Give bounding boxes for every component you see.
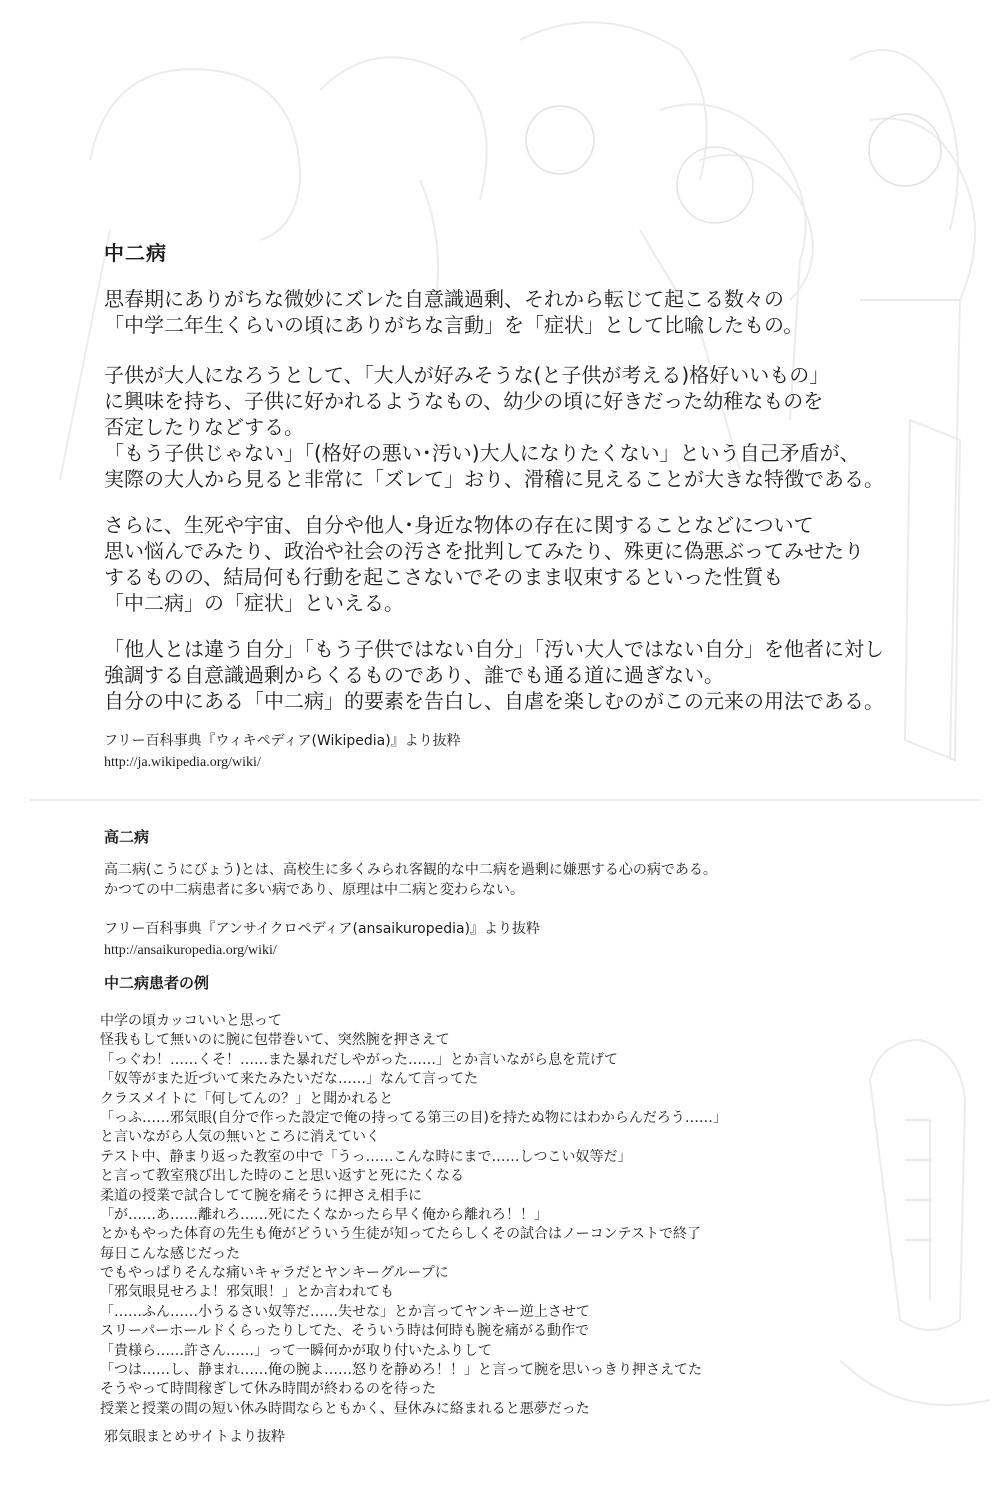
chuunibyou-paragraph-3 [104,512,864,616]
source-url: http://ansaikuropedia.org/wiki/ [104,943,277,958]
paragraph-line: 「中二病」の「症状」といえる。 [104,591,404,615]
list-item: 「貴様ら……許さん……」って一瞬何かが取り付いたふりして [100,1342,492,1359]
list-item: 「……ふん……小うるさい奴等だ……失せな」とか言ってヤンキー逆上させて [100,1303,590,1320]
paragraph-line: 否定したりなどする。 [104,415,304,439]
koonibyou-heading: 高二病 [104,828,150,846]
examples-source: 邪気眼まとめサイトより抜粋 [104,1429,286,1445]
paragraph-line: するものの、結局何も行動を起こさないでそのまま収束するといった性質も [104,565,784,589]
paragraph-line: 思春期にありがちな微妙にズレた自意識過剰、それから転じて起こる数々の [104,287,784,311]
koonibyou-paragraph [104,860,717,900]
paragraph-line: 高二病(こうにびょう)とは、高校生に多くみられ客観的な中二病を過剰に嫌悪する心の病である。 [104,862,717,878]
list-item: 毎日こんな感じだった [100,1245,240,1262]
list-item: 中学の頃カッコいいと思って [100,1013,282,1029]
paragraph-line: に興味を持ち、子供に好かれるようなもの、幼少の頃に好きだった幼稚なものを [104,389,824,413]
list-item: 「邪気眼見せろよ！邪気眼！」とか言われても [100,1284,394,1301]
list-item: そうやって時間稼ぎして休み時間が終わるのを待った [100,1381,436,1398]
paragraph-line: 子供が大人になろうとして、「大人が好みそうな(と子供が考える)格好いいもの」 [104,363,830,387]
paragraph-line: かつての中二病患者に多い病であり、原理は中二病と変わらない。 [104,882,524,898]
chuunibyou-paragraph-2 [104,362,884,492]
list-item: と言いながら人気の無いところに消えていく [100,1129,380,1146]
list-item: でもやっぱりそんな痛いキャラだとヤンキーグループに [100,1265,449,1282]
list-item: 「っぐわ！……くそ！……また暴れだしやがった……」とか言いながら息を荒げて [100,1051,618,1068]
list-item: クラスメイトに「何してんの？」と聞かれると [100,1090,394,1107]
chuunibyou-paragraph-1 [104,286,803,338]
paragraph-line: 思い悩んでみたり、政治や社会の汚さを批判してみたり、殊更に偽悪ぶってみせたり [104,539,864,563]
source-url: http://ja.wikipedia.org/wiki/ [104,755,261,770]
list-item: 「奴等がまた近づいて来たみたいだな……」なんて言ってた [100,1071,478,1088]
list-item: 柔道の授業で試合してて腕を痛そうに押さえ相手に [100,1187,422,1204]
list-item: 「っふ……邪気眼(自分で作った設定で俺の持ってる第三の目)を持たぬ物にはわからんだろう……」 [100,1109,727,1126]
list-item: 怪我もして無いのに腕に包帯巻いて、突然腕を押さえて [100,1032,450,1049]
list-item: スリーパーホールドくらったりしてた、そういう時は何時も腕を痛がる動作で [100,1323,590,1340]
paragraph-line: 「他人とは違う自分」「もう子供ではない自分」「汚い大人ではない自分」を他者に対し [104,637,884,661]
list-item: 「つは……し、静まれ……俺の腕よ……怒りを静めろ！！」と言って腕を思いっきり押さえてた [100,1362,702,1379]
examples-list [100,1012,727,1419]
list-item: テスト中、静まり返った教室の中で「うっ……こんな時にまで……しつこい奴等だ」 [100,1148,632,1165]
chuunibyou-heading: 中二病 [104,241,167,265]
source-label: フリー百科事典『アンサイクロペディア(ansaikuropedia)』より抜粋 [104,921,541,937]
list-item: とかもやった体育の先生も俺がどういう生徒が知ってたらしくその試合はノーコンテストで終了 [100,1226,702,1243]
paragraph-line: 強調する自意識過剰からくるものであり、誰でも通る道に過ぎない。 [104,663,724,687]
list-item: 授業と授業の間の短い休み時間ならともかく、昼休みに絡まれると悪夢だった [100,1400,590,1417]
list-item: と言って教室飛び出した時のこと思い返すと死にたくなる [100,1168,464,1185]
paragraph-line: さらに、生死や宇宙、自分や他人･身近な物体の存在に関することなどについて [104,513,814,537]
examples-heading: 中二病患者の例 [104,974,210,992]
source-label: フリー百科事典『ウィキペディア(Wikipedia)』より抜粋 [104,733,461,749]
paragraph-line: 「もう子供じゃない」「(格好の悪い･汚い)大人になりたくない」という自己矛盾が、 [104,441,860,465]
chuunibyou-source [104,730,461,774]
paragraph-line: 「中学二年生くらいの頃にありがちな言動」を「症状」として比喩したもの。 [104,313,804,337]
koonibyou-source [104,918,540,962]
list-item: 「が……あ……離れろ……死にたくなかったら早く俺から離れろ！！」 [100,1206,548,1223]
paragraph-line: 実際の大人から見ると非常に「ズレて」おり、滑稽に見えることが大きな特徴である。 [104,467,884,491]
paragraph-line: 自分の中にある「中二病」的要素を告白し、自虐を楽しむのがこの元来の用法である。 [104,689,884,713]
chuunibyou-paragraph-4 [104,636,884,714]
